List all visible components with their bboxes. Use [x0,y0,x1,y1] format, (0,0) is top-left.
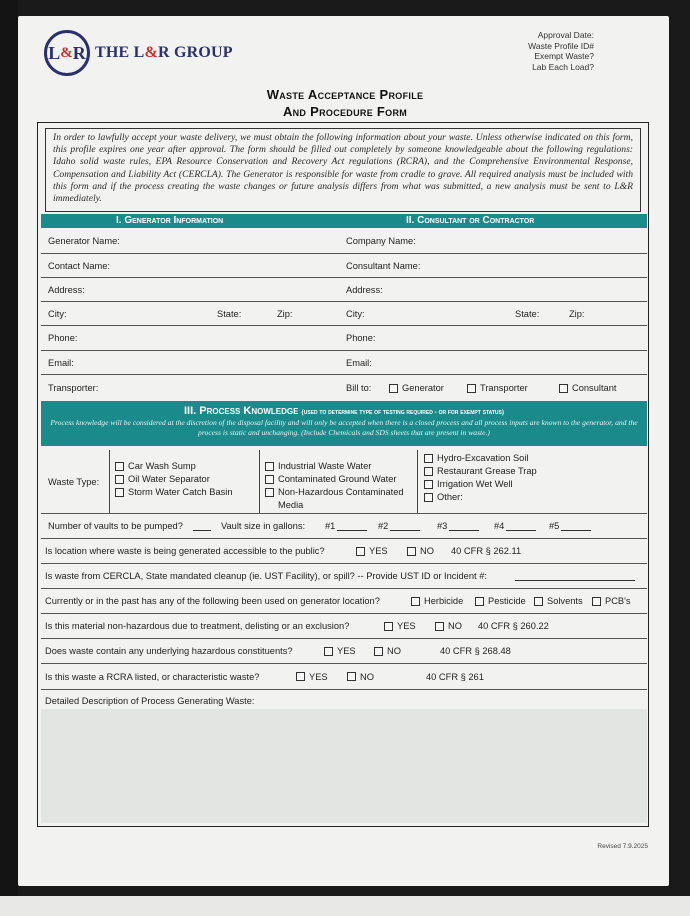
description-label: Detailed Description of Process Generating Waste: [45,696,255,706]
logo-mark: L & R [44,30,90,76]
row-phone [41,326,647,351]
background-left [0,0,18,916]
nonhaz-yes-option[interactable]: YES [384,614,416,638]
waste-type-col3 [424,452,537,504]
ust-id-input[interactable] [515,564,635,588]
transporter-field[interactable]: Transporter: [48,383,99,393]
nonhaz-no-option[interactable]: NO [435,614,462,638]
vault-5-input[interactable]: #5 [549,514,591,538]
vault-3-input[interactable]: #3 [437,514,479,538]
nonhaz-cfr-citation: 40 CFR § 260.22 [478,621,549,631]
checkbox[interactable] [534,597,543,606]
vault-1-input[interactable]: #1 [325,514,367,538]
row-underlying-constituents [41,639,647,664]
checkbox[interactable] [559,384,568,393]
consultant-email-field[interactable]: Email: [346,357,372,368]
waste-type-col2 [265,460,420,512]
bill-to-label: Bill to: [346,383,372,393]
consultant-state-field[interactable]: State: [515,308,540,319]
exempt-waste-label: Exempt Waste? [534,51,594,61]
checkbox[interactable] [424,467,433,476]
row-vaults [41,514,647,539]
checkbox[interactable] [424,454,433,463]
checkbox[interactable] [265,462,274,471]
pesticide-option[interactable]: Pesticide [475,589,526,613]
non-hazardous-question: Is this material non-hazardous due to treatment, delisting or an exclusion? [45,621,350,631]
generator-phone-field[interactable]: Phone: [48,333,78,343]
storm-water-catch-basin-option[interactable]: Storm Water Catch Basin [115,486,233,499]
row-rcra [41,664,647,690]
checkbox[interactable] [384,622,393,631]
rcra-no-option[interactable]: NO [347,664,374,689]
checkbox[interactable] [115,462,124,471]
checkbox[interactable] [265,488,274,497]
checkbox[interactable] [115,475,124,484]
checkbox[interactable] [265,475,274,484]
checkbox[interactable] [424,480,433,489]
checkbox[interactable] [424,493,433,502]
generator-email-field[interactable]: Email: [48,357,74,368]
row-city [41,302,647,326]
contaminated-ground-water-option[interactable]: Contaminated Ground Water [265,473,420,486]
company-logo [44,30,233,76]
non-hazardous-contaminated-media-option[interactable]: Non-Hazardous Contaminated Media [265,486,420,512]
divider [109,450,110,513]
form-body [37,122,649,827]
public-no-option[interactable]: NO [407,539,434,563]
checkbox[interactable] [407,547,416,556]
row-chemicals-used [41,589,647,614]
consultant-zip-field[interactable]: Zip: [569,308,585,319]
checkbox[interactable] [467,384,476,393]
pcbs-option[interactable]: PCB's [592,589,631,613]
vault-count-input[interactable] [193,514,211,538]
row-waste-type [41,450,647,514]
checkbox[interactable] [356,547,365,556]
waste-profile-id-label: Waste Profile ID# [528,40,594,51]
logo-text: THE L&R GROUP [95,44,233,61]
consultant-city-field[interactable]: City: [346,308,365,319]
public-cfr-citation: 40 CFR § 262.11 [451,546,522,556]
rcra-question: Is this waste a RCRA listed, or characteristic waste? [45,671,260,682]
intro-paragraph: In order to lawfully accept your waste delivery, we must obtain the following information about your waste. Unless otherwise indicated on this form, this profile expires one year after approval. The form should be filled out completely by someone knowledgeable about the following regulations: Idaho solid waste rules, EPA Resource Conservation and Recovery Act regulations (RCRA), and the Comprehensive Environmental Response, Compensation and Liability Act (CERCLA). The Generator is responsible for waste from cradle to grave. All required analysis must be included with this form and if the process creating the waste changes or future analysis differs from what was submitted, a new analysis must be sent to L&R immediately. [45,128,641,212]
row-cercla [41,564,647,589]
industrial-waste-water-option[interactable]: Industrial Waste Water [265,460,420,473]
vault-4-input[interactable]: #4 [494,514,536,538]
row-transporter [41,375,647,401]
bill-to-transporter-option[interactable]: Transporter [467,375,528,401]
section3-subtitle: (used to determine type of testing required - or for exempt status) [301,409,505,416]
row-public-access [41,539,647,564]
approval-block [528,30,594,72]
car-wash-sump-option[interactable]: Car Wash Sump [115,460,233,473]
revision-date: Revised 7.9.2025 [597,843,648,850]
description-textarea[interactable] [41,709,647,823]
section-header-3 [41,401,647,446]
approval-date-label: Approval Date: [537,30,594,40]
vault-size-label: Vault size in gallons: [221,521,306,531]
underlying-cfr-citation: 40 CFR § 268.48 [440,646,511,656]
waste-type-label: Waste Type: [48,476,100,487]
irrigation-wet-well-option[interactable]: Irrigation Wet Well [424,478,537,491]
bill-to-generator-option[interactable]: Generator [389,375,444,401]
lab-each-load-label: Lab Each Load? [532,61,594,72]
underlying-question: Does waste contain any underlying hazardous constituents? [45,646,293,656]
public-access-question: Is location where waste is being generated accessible to the public? [45,546,325,556]
next-page-edge [0,896,690,916]
section-header-1-2 [41,214,647,228]
solvents-option[interactable]: Solvents [534,589,583,613]
other-option[interactable]: Other: [424,491,537,504]
section1-title: I. Generator Information [116,215,224,226]
company-name-field[interactable]: Company Name: [346,236,416,246]
public-yes-option[interactable]: YES [356,539,388,563]
row-address [41,278,647,302]
chemicals-used-question: Currently or in the past has any of the following been used on generator location? [45,596,380,606]
hydro-excavation-soil-option[interactable]: Hydro-Excavation Soil [424,452,537,465]
consultant-phone-field[interactable]: Phone: [346,333,376,343]
checkbox[interactable] [296,672,305,681]
vault-count-label: Number of vaults to be pumped? [48,521,183,531]
row-contacts [41,254,647,278]
generator-state-field[interactable]: State: [217,308,242,319]
generator-city-field[interactable]: City: [48,308,67,319]
generator-address-field[interactable]: Address: [48,284,85,295]
cercla-question: Is waste from CERCLA, State mandated cleanup (ie. UST Facility), or spill? -- Provide UST ID or Incident #: [45,571,487,581]
contact-name-field[interactable]: Contact Name: [48,260,111,271]
checkbox[interactable] [324,647,333,656]
checkbox[interactable] [389,384,398,393]
divider [417,450,418,513]
bill-to-consultant-option[interactable]: Consultant [559,375,616,401]
waste-type-col1 [115,460,233,499]
row-non-hazardous [41,614,647,639]
checkbox[interactable] [115,488,124,497]
underlying-no-option[interactable]: NO [374,639,401,663]
consultant-address-field[interactable]: Address: [346,284,383,295]
oil-water-separator-option[interactable]: Oil Water Separator [115,473,233,486]
section3-title: III. Process Knowledge [183,405,299,417]
generator-name-field[interactable]: Generator Name: [48,236,120,246]
checkbox[interactable] [411,597,420,606]
rcra-yes-option[interactable]: YES [296,664,328,689]
checkbox[interactable] [592,597,601,606]
herbicide-option[interactable]: Herbicide [411,589,463,613]
divider [259,450,260,513]
restaurant-grease-trap-option[interactable]: Restaurant Grease Trap [424,465,537,478]
section2-title: II. Consultant or Contractor [406,215,535,226]
row-email [41,351,647,375]
consultant-name-field[interactable]: Consultant Name: [346,260,421,271]
checkbox[interactable] [475,597,484,606]
vault-2-input[interactable]: #2 [378,514,420,538]
generator-zip-field[interactable]: Zip: [277,308,293,319]
underlying-yes-option[interactable]: YES [324,639,356,663]
form-title: Waste Acceptance Profile And Procedure Form [266,87,424,119]
checkbox[interactable] [435,622,444,631]
rcra-cfr-citation: 40 CFR § 261 [426,671,484,682]
checkbox[interactable] [374,647,383,656]
checkbox[interactable] [347,672,356,681]
section3-note: Process knowledge will be considered at the discretion of the disposal facility and will only be accepted when there is a closed process and all process inputs are known to the generator, and the process is static and unchanging. (Include Chemicals and SDS sheets that are present in waste.) [50,418,638,437]
row-names [41,229,647,254]
